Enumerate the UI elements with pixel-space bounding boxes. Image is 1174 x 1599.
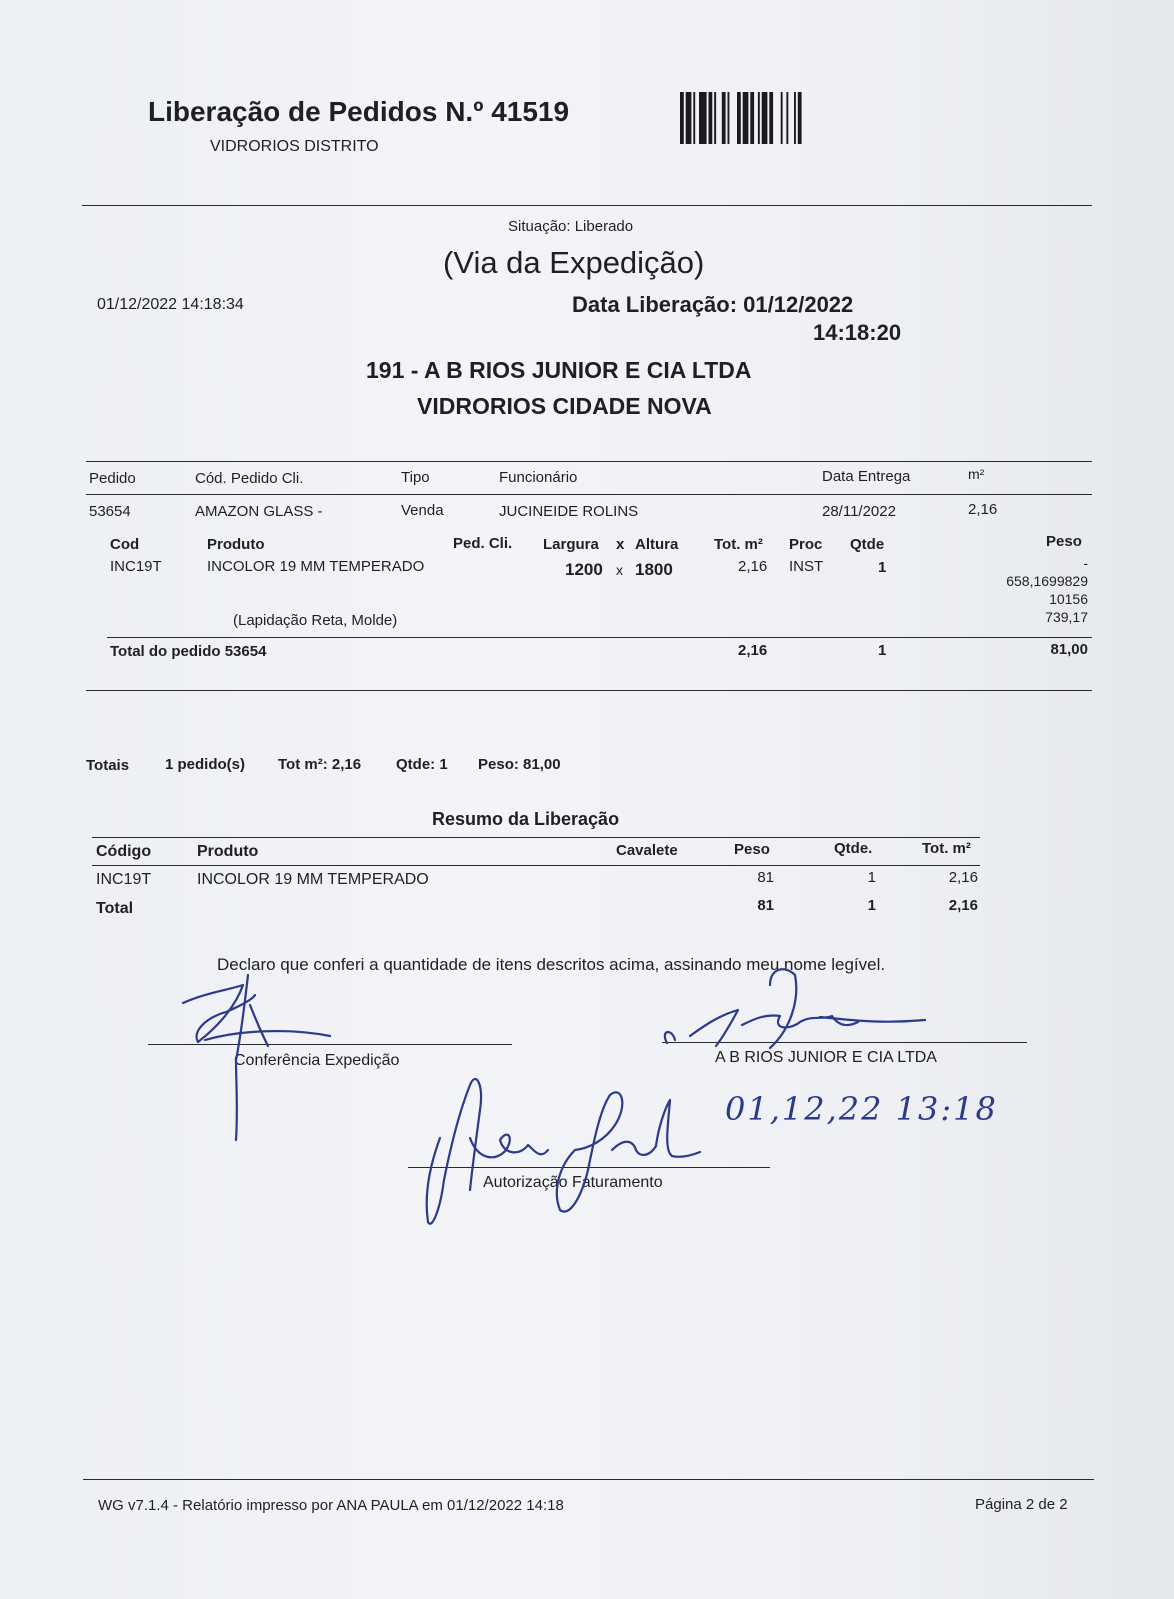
- handwritten-date: 01,12,22 13:18: [725, 1090, 998, 1128]
- barcode-bar: [737, 92, 741, 144]
- item-header-tot-m2: Tot. m²: [714, 536, 763, 553]
- summary-header-produto: Produto: [197, 843, 259, 860]
- barcode-bar: [722, 92, 726, 144]
- item-tot-m2: 2,16: [738, 558, 768, 575]
- client-order-code: AMAZON GLASS -: [195, 503, 323, 520]
- summary-total-label: Total: [96, 900, 134, 917]
- barcode-bar: [714, 92, 716, 144]
- signature-client-icon: [665, 969, 925, 1048]
- barcode-bar: [699, 92, 707, 144]
- signature-line-autorizacao: [408, 1167, 770, 1168]
- delivery-date: 28/11/2022: [822, 503, 896, 520]
- item-header-proc: Proc: [789, 536, 823, 553]
- signature-ana-paula-icon: [427, 1079, 700, 1224]
- barcode-bar: [693, 92, 695, 144]
- totals-peso: Peso: 81,00: [478, 756, 561, 773]
- release-date: Data Liberação: 01/12/2022: [572, 292, 854, 317]
- barcode-bar: [728, 92, 730, 144]
- item-width: 1200: [565, 560, 603, 579]
- item-peso-line2: 658,1699829: [1006, 573, 1088, 589]
- item-header-x: x: [616, 536, 625, 553]
- footer-page-number: Página 2 de 2: [975, 1496, 1068, 1513]
- client-branch: VIDRORIOS CIDADE NOVA: [417, 393, 712, 419]
- summary-code: INC19T: [96, 871, 152, 888]
- table-top-rule: [86, 461, 1092, 462]
- col-header-cod-pedido-cli: Cód. Pedido Cli.: [195, 470, 304, 487]
- header-rule: [86, 494, 1092, 495]
- document-title: Liberação de Pedidos N.º 41519: [148, 96, 570, 127]
- employee-name: JUCINEIDE ROLINS: [499, 503, 639, 520]
- order-number: 53654: [89, 503, 131, 520]
- summary-header-rule: [92, 865, 980, 866]
- item-header-peso: Peso: [1046, 533, 1082, 550]
- signature-label-client: A B RIOS JUNIOR E CIA LTDA: [715, 1049, 937, 1066]
- item-peso-line4: 739,17: [1045, 609, 1088, 625]
- copy-label: (Via da Expedição): [443, 245, 705, 280]
- company-name: VIDRORIOS DISTRITO: [210, 138, 379, 155]
- order-type: Venda: [401, 502, 444, 519]
- col-header-funcionario: Funcionário: [499, 469, 578, 486]
- client-name: 191 - A B RIOS JUNIOR E CIA LTDA: [366, 357, 752, 383]
- print-datetime: 01/12/2022 14:18:34: [97, 296, 244, 313]
- signature-line-conferencia: [148, 1044, 512, 1045]
- item-observation: (Lapidação Reta, Molde): [233, 612, 398, 629]
- summary-header-qtde: Qtde.: [834, 840, 873, 857]
- summary-header-peso: Peso: [734, 841, 770, 858]
- summary-title: Resumo da Liberação: [432, 809, 620, 829]
- barcode-bar: [686, 92, 692, 144]
- col-header-data-entrega: Data Entrega: [822, 468, 911, 485]
- summary-tot-m2: 2,16: [948, 869, 978, 886]
- summary-product: INCOLOR 19 MM TEMPERADO: [197, 871, 429, 888]
- item-peso-line3: 10156: [1049, 591, 1088, 607]
- barcode: [680, 92, 860, 144]
- barcode-bar: [798, 92, 802, 144]
- signature-label-conferencia: Conferência Expedição: [234, 1052, 400, 1069]
- summary-peso: 81: [757, 869, 774, 886]
- item-dimension-separator: x: [616, 562, 623, 578]
- totals-qtde: Qtde: 1: [396, 756, 448, 773]
- summary-header-cavalete: Cavalete: [616, 842, 678, 859]
- item-header-produto: Produto: [207, 536, 265, 553]
- barcode-bar: [743, 92, 749, 144]
- order-total-m2: 2,16: [738, 642, 768, 659]
- barcode-bar: [769, 92, 773, 144]
- col-header-tipo: Tipo: [401, 469, 430, 486]
- divider: [86, 690, 1092, 691]
- barcode-bar: [781, 92, 783, 144]
- order-total-rule: [107, 637, 1092, 638]
- divider: [82, 205, 1092, 206]
- barcode-bar: [762, 92, 768, 144]
- item-header-cod: Cod: [110, 536, 140, 553]
- item-header-altura: Altura: [635, 536, 679, 553]
- item-code: INC19T: [110, 558, 162, 575]
- summary-total-peso: 81: [757, 897, 774, 914]
- barcode-bar: [750, 92, 754, 144]
- order-m2: 2,16: [968, 501, 998, 518]
- summary-top-rule: [92, 837, 980, 838]
- order-total-label: Total do pedido 53654: [110, 643, 267, 660]
- totals-orders: 1 pedido(s): [165, 756, 246, 773]
- item-qtde: 1: [878, 559, 887, 576]
- order-total-qtde: 1: [878, 642, 887, 659]
- item-product: INCOLOR 19 MM TEMPERADO: [207, 558, 425, 575]
- signature-line-client: [662, 1042, 1027, 1043]
- summary-total-qtde: 1: [867, 897, 876, 914]
- item-height: 1800: [635, 560, 673, 579]
- summary-total-tot-m2: 2,16: [948, 897, 978, 914]
- summary-header-tot-m2: Tot. m²: [922, 840, 971, 857]
- footer-printed-by: WG v7.1.4 - Relatório impresso por ANA PAULA em 01/12/2022 14:18: [98, 1497, 564, 1514]
- release-time: 14:18:20: [813, 320, 902, 345]
- footer-rule: [83, 1479, 1094, 1480]
- declaration-text: Declaro que conferi a quantidade de itens descritos acima, assinando meu nome legível.: [217, 955, 886, 974]
- signature-label-autorizacao: Autorização Faturamento: [483, 1174, 663, 1191]
- barcode-bar: [786, 92, 788, 144]
- summary-qtde: 1: [867, 869, 876, 886]
- barcode-bar: [680, 92, 684, 144]
- totals-label: Totais: [86, 757, 130, 774]
- item-header-largura: Largura: [543, 536, 599, 553]
- summary-header-codigo: Código: [96, 843, 152, 860]
- item-header-qtde: Qtde: [850, 536, 885, 553]
- barcode-bar: [709, 92, 713, 144]
- item-peso-line1: -: [1083, 555, 1088, 571]
- totals-m2: Tot m²: 2,16: [278, 756, 362, 773]
- col-header-m2: m²: [968, 466, 985, 482]
- barcode-bar: [758, 92, 760, 144]
- item-header-ped-cli: Ped. Cli.: [453, 535, 513, 552]
- order-total-peso: 81,00: [1050, 641, 1088, 658]
- situation-label: Situação: Liberado: [508, 218, 634, 235]
- barcode-bar: [794, 92, 796, 144]
- item-proc: INST: [789, 558, 824, 575]
- col-header-pedido: Pedido: [89, 470, 136, 487]
